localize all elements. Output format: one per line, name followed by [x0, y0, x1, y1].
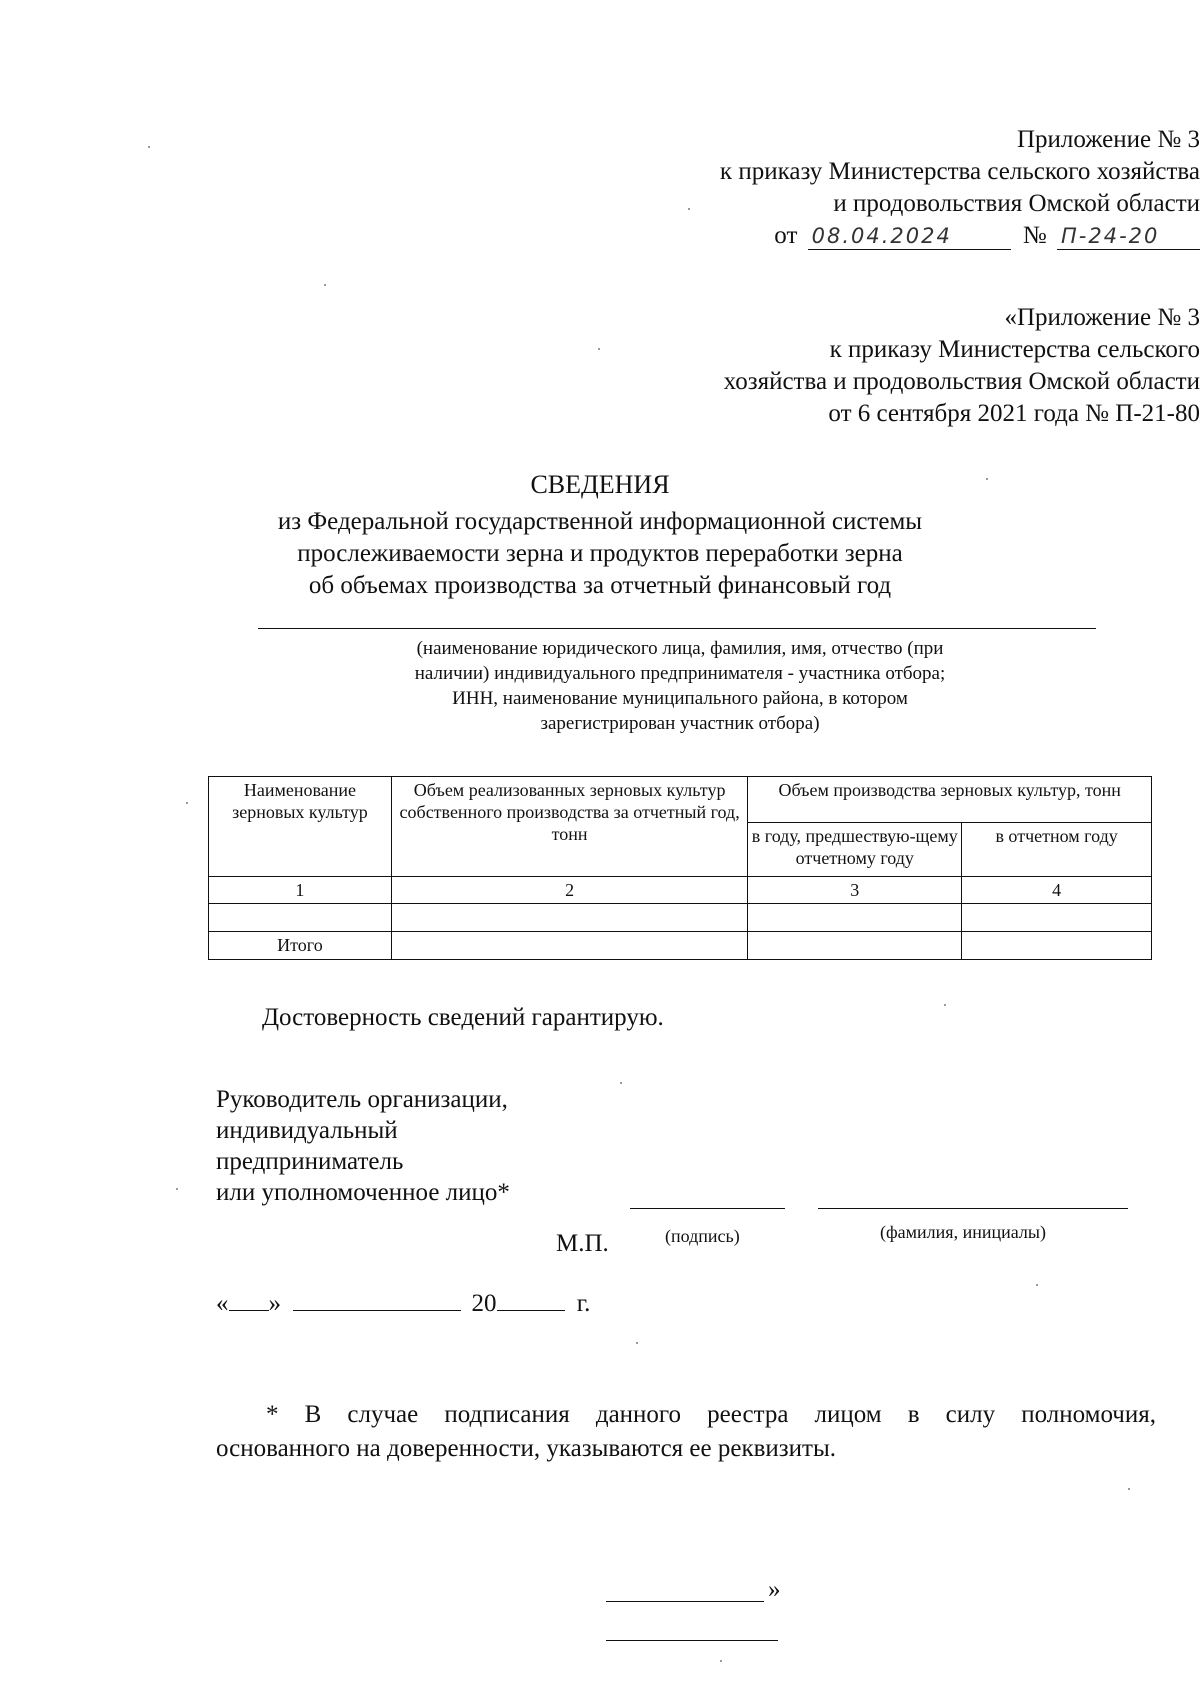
year-blank	[497, 1288, 565, 1311]
scan-speck	[688, 208, 690, 210]
signer-line-2: индивидуальный	[216, 1117, 398, 1144]
document-subtitle	[0, 506, 1200, 602]
appendix-reference	[50, 124, 1200, 252]
signature-line	[630, 1208, 785, 1209]
previous-appendix-line-3: от 6 сентября 2021 года № П-21-80	[828, 400, 1200, 427]
table-cell	[748, 904, 962, 932]
header-sold-volume: Объем реализованных зерновых культур собственного производства за отчетный год, тонн	[391, 777, 748, 877]
scan-speck	[186, 802, 188, 804]
table-row-empty	[209, 904, 1152, 932]
document-title: СВЕДЕНИЯ	[530, 470, 670, 499]
signer-block	[216, 1084, 510, 1208]
order-line-1: к приказу Министерства сельского хозяйства	[719, 158, 1200, 185]
previous-appendix-title: «Приложение № 3	[1004, 304, 1200, 331]
table-row-numbers	[209, 877, 1152, 904]
table-cell	[209, 904, 392, 932]
scan-speck	[1036, 1284, 1038, 1286]
year-prefix: 20	[471, 1290, 497, 1317]
footnote-line-1: * В случае подписания данного реестра лицом в силу полномочия,	[266, 1401, 1156, 1428]
signature-caption: (подпись)	[665, 1226, 740, 1246]
scan-speck	[176, 1188, 178, 1190]
scan-speck	[636, 1342, 638, 1344]
previous-appendix-line-2: хозяйства и продовольствия Омской области	[723, 368, 1200, 395]
participant-name-caption	[300, 636, 1060, 736]
appendix-title: Приложение № 3	[1016, 126, 1200, 153]
table-cell	[962, 904, 1152, 932]
header-previous-year: в году, предшествую-щему отчетному году	[748, 823, 962, 877]
column-number-2: 2	[391, 877, 748, 904]
closing-quote: »	[768, 1576, 781, 1603]
previous-appendix-reference	[55, 302, 1200, 430]
signer-line-4: или уполномоченное лицо*	[216, 1179, 510, 1206]
scan-speck	[944, 1004, 946, 1006]
scan-speck	[720, 1660, 722, 1662]
scan-speck	[620, 1082, 622, 1084]
table-cell	[962, 932, 1152, 960]
signer-line-1: Руководитель организации,	[216, 1086, 508, 1113]
order-number-handwritten: П-24-20	[1057, 223, 1200, 250]
header-production-volume: Объем производства зерновых культур, тонн	[748, 777, 1152, 823]
guarantee-statement: Достоверность сведений гарантирую.	[262, 1004, 664, 1031]
column-number-1: 1	[209, 877, 392, 904]
subtitle-line-3: об объемах производства за отчетный финансовый год	[308, 572, 892, 599]
month-blank	[293, 1288, 461, 1311]
scan-speck	[1128, 1488, 1130, 1490]
column-number-4: 4	[962, 877, 1152, 904]
participant-name-line	[258, 628, 1096, 629]
header-crop-name: Наименование зерновых культур	[209, 777, 392, 877]
full-name-caption: (фамилия, инициалы)	[880, 1222, 1046, 1242]
caption-line-2: наличии) индивидуального предпринимателя - участника отбора;	[414, 663, 946, 684]
number-prefix: №	[1022, 222, 1047, 249]
order-date-handwritten: 08.04.2024	[808, 223, 1011, 250]
subtitle-line-2: прослеживаемости зерна и продуктов переработки зерна	[297, 540, 903, 567]
table-cell	[391, 932, 748, 960]
date-open-quote: «	[216, 1290, 229, 1317]
closing-line-2	[606, 1640, 778, 1641]
footnote-line-2: основанного на доверенности, указываются ее реквизиты.	[216, 1435, 837, 1462]
column-number-3: 3	[748, 877, 962, 904]
order-date-number	[774, 220, 1200, 252]
caption-line-3: ИНН, наименование муниципального района, в котором	[452, 688, 908, 709]
date-close-quote: »	[268, 1290, 281, 1317]
total-label: Итого	[209, 932, 392, 960]
signing-date-line	[216, 1288, 590, 1318]
scan-speck	[598, 348, 600, 350]
date-prefix: от	[774, 222, 798, 249]
production-table	[208, 776, 1152, 960]
subtitle-line-1: из Федеральной государственной информационной системы	[277, 508, 923, 535]
previous-appendix-line-1: к приказу Министерства сельского	[829, 336, 1200, 363]
year-suffix: г.	[576, 1290, 591, 1317]
day-blank	[229, 1288, 269, 1311]
table-row-total	[209, 932, 1152, 960]
order-line-2: и продовольствия Омской области	[833, 190, 1200, 217]
header-reporting-year: в отчетном году	[962, 823, 1152, 877]
scan-speck	[324, 284, 326, 286]
scan-speck	[986, 478, 988, 480]
caption-line-1: (наименование юридического лица, фамилия, имя, отчество (при	[416, 638, 944, 659]
table-cell	[391, 904, 748, 932]
full-name-line	[818, 1208, 1128, 1209]
caption-line-4: зарегистрирован участник отбора)	[540, 713, 820, 734]
stamp-place: М.П.	[556, 1230, 609, 1257]
footnote	[216, 1398, 1156, 1466]
scan-speck	[148, 146, 150, 148]
table-cell	[748, 932, 962, 960]
signer-line-3: предприниматель	[216, 1148, 404, 1175]
closing-line-1	[606, 1601, 764, 1602]
